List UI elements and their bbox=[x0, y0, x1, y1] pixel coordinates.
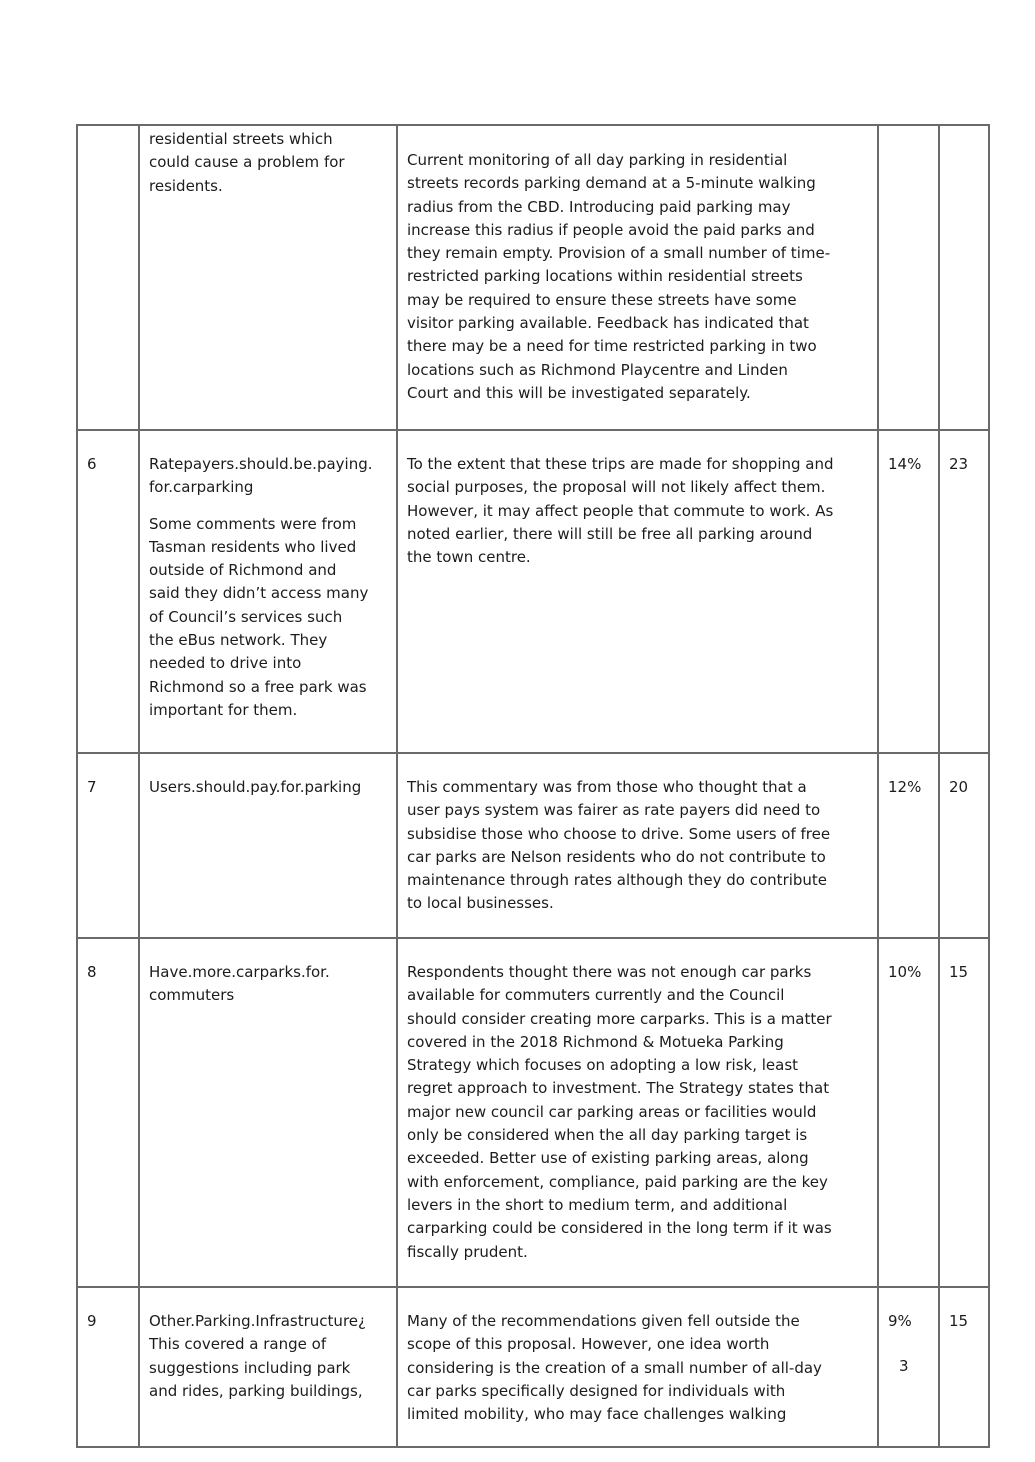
percent-cell: 9% bbox=[878, 1287, 939, 1447]
percent-cell: 14% bbox=[878, 430, 939, 753]
theme-cell: Users.should.pay.for.parking bbox=[139, 753, 397, 938]
response-cell: Many of the recommendations given fell outside the scope of this proposal. However, one idea worth considering is the creation of a small number of all-day car parks specifically designed for individuals with limited mobility, who may face challenges walking bbox=[397, 1287, 878, 1447]
count-cell bbox=[939, 125, 989, 430]
table-row bbox=[77, 753, 989, 938]
theme-cell: Have.more.carparks.for. commuters bbox=[139, 938, 397, 1287]
row-number-cell: 9 bbox=[77, 1287, 139, 1447]
theme-cell: Other.Parking.Infrastructure¿ This covered a range of suggestions including park and rides, parking buildings, bbox=[139, 1287, 397, 1447]
table-row bbox=[77, 430, 989, 753]
response-cell: Respondents thought there was not enough car parks available for commuters currently and the Council should consider creating more carparks. This is a matter covered in the 2018 Richmond & Motueka Parking Strategy which focuses on adopting a low risk, least regret approach to investment. The Strategy states that major new council car parking areas or facilities would only be considered when the all day parking target is exceeded. Better use of existing parking areas, along with enforcement, compliance, paid parking are the key levers in the short to medium term, and additional carparking could be considered in the long term if it was fiscally prudent. bbox=[397, 938, 878, 1287]
response-cell: This commentary was from those who thought that a user pays system was fairer as rate payers did need to subsidise those who choose to drive. Some users of free car parks are Nelson residents who do not contribute to maintenance through rates although they do contribute to local businesses. bbox=[397, 753, 878, 938]
theme-cell bbox=[139, 430, 397, 753]
percent-cell: 10% bbox=[878, 938, 939, 1287]
row-number-cell: 8 bbox=[77, 938, 139, 1287]
feedback-themes-table bbox=[76, 124, 990, 1448]
percent-cell: 12% bbox=[878, 753, 939, 938]
page-number: 3 bbox=[899, 1357, 909, 1375]
row-number-cell: 7 bbox=[77, 753, 139, 938]
count-cell: 23 bbox=[939, 430, 989, 753]
count-cell: 15 bbox=[939, 1287, 989, 1447]
theme-description: Some comments were from Tasman residents who lived outside of Richmond and said they didn’t access many of Council’s services such the eBus network. They needed to drive into Richmond so a free park was important for them. bbox=[149, 514, 369, 719]
response-cell: To the extent that these trips are made for shopping and social purposes, the proposal will not likely affect them. However, it may affect people that commute to work. As noted earlier, there will still be free all parking around the town centre. bbox=[397, 430, 878, 753]
table-row bbox=[77, 125, 989, 430]
table-row bbox=[77, 1287, 989, 1447]
row-number-cell bbox=[77, 125, 139, 430]
theme-cell: residential streets which could cause a problem for residents. bbox=[139, 125, 397, 430]
count-cell: 15 bbox=[939, 938, 989, 1287]
row-number-cell: 6 bbox=[77, 430, 139, 753]
table-row bbox=[77, 938, 989, 1287]
percent-cell bbox=[878, 125, 939, 430]
response-cell: Current monitoring of all day parking in residential streets records parking demand at a 5-minute walking radius from the CBD. Introducing paid parking may increase this radius if people avoid the paid parks and they remain empty. Provision of a small number of time- restricted parking locations within residential streets may be required to ensure these streets have some visitor parking available. Feedback has indicated that there may be a need for time restricted parking in two locations such as Richmond Playcentre and Linden Court and this will be investigated separately. bbox=[397, 125, 878, 430]
count-cell: 20 bbox=[939, 753, 989, 938]
theme-title: Ratepayers.should.be.paying. for.carparking bbox=[149, 455, 373, 497]
